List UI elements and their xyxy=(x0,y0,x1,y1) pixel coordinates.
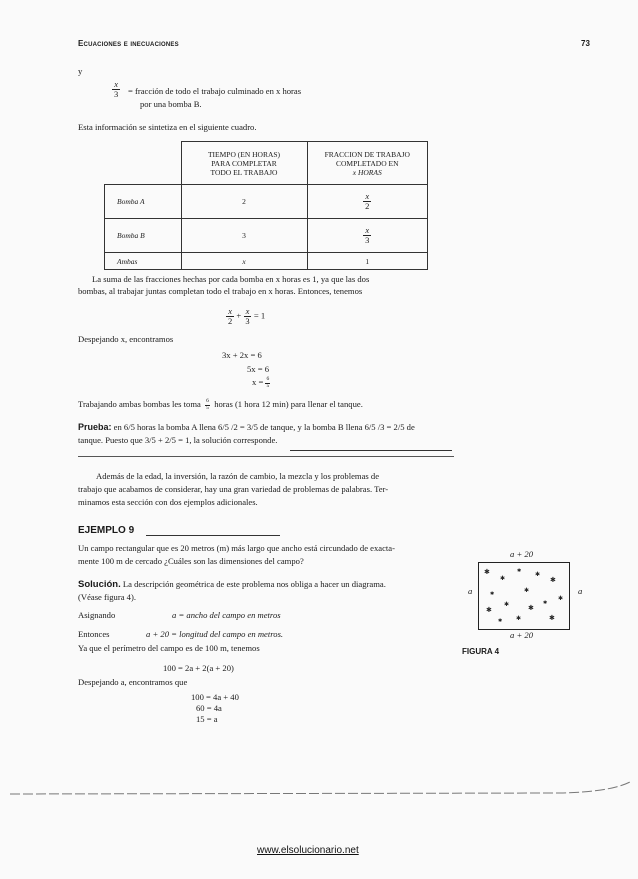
grass-mark: ✱ xyxy=(558,596,564,602)
figure-right-label: a xyxy=(578,586,583,596)
row-time: x xyxy=(181,253,307,270)
table-row xyxy=(105,219,428,253)
row-fraction: $\frac{x}{2}$ xyxy=(307,185,428,219)
perimetro-line: Ya que el perímetro del campo es de 100 m, tenemos xyxy=(78,643,260,653)
solucion-line-1: Solución. La descripción geométrica de este problema nos obliga a hacer un diagrama. xyxy=(78,579,386,590)
grass-mark: ✱ xyxy=(484,568,490,576)
grass-mark: ✱ xyxy=(498,619,503,624)
solve-step-3: x = $\frac{6}{5}$ xyxy=(252,376,270,389)
perimetro-eq: 100 = 2a + 2(a + 20) xyxy=(163,663,234,673)
table-row xyxy=(105,253,428,270)
intro-line-2: por una bomba B. xyxy=(140,99,202,109)
figure-caption: FIGURA 4 xyxy=(462,647,500,656)
final-step-3: 15 = a xyxy=(196,714,218,724)
para1-line-2: bombas, al trabajar juntas completan todo el trabajo en x horas. Entonces, tenemos xyxy=(78,286,363,296)
solve-step-1: 3x + 2x = 6 xyxy=(222,350,262,360)
grass-mark: ✱ xyxy=(486,606,492,614)
para2-line-2: trabajo que acabamos de considerar, hay una gran variedad de problemas de palabras. Ter- xyxy=(78,484,389,494)
running-header: Ecuaciones e inecuaciones xyxy=(78,39,179,48)
despejando-2: Despejando a, encontramos que xyxy=(78,677,188,687)
section-divider xyxy=(78,456,454,457)
prueba-underline xyxy=(290,450,452,451)
asignando-label: Asignando xyxy=(78,610,116,620)
figure-top-label: a + 20 xyxy=(510,549,533,559)
example-line-2: mente 100 m de cercado ¿Cuáles son las dimensiones del campo? xyxy=(78,556,304,566)
solucion-line-2: (Véase figura 4). xyxy=(78,592,136,602)
page-edge-line xyxy=(0,780,638,800)
para2-line-1: Además de la edad, la inversión, la razón de cambio, la mezcla y los problemas de xyxy=(96,471,380,481)
page-number: 73 xyxy=(581,39,590,48)
row-time: 3 xyxy=(181,219,307,253)
final-step-2: 60 = 4a xyxy=(196,703,222,713)
row-time: 2 xyxy=(181,185,307,219)
grass-mark: ✱ xyxy=(535,572,541,578)
equation-sum: $\frac{x}{2}$ + $\frac{x}{3}$ = 1 xyxy=(228,306,266,326)
table-header-fraction: FRACCION DE TRABAJO COMPLETADO EN x HORAS xyxy=(307,142,428,185)
final-step-1: 100 = 4a + 40 xyxy=(191,692,239,702)
grass-mark: ✱ xyxy=(528,604,534,612)
solve-step-2: 5x = 6 xyxy=(247,364,270,374)
grass-mark: ✱ xyxy=(549,614,555,622)
entonces-label: Entonces xyxy=(78,629,110,639)
grass-mark: ✱ xyxy=(504,602,510,608)
intro-summary: Esta información se sintetiza en el siguiente cuadro. xyxy=(78,122,257,132)
grass-mark: ✱ xyxy=(500,576,506,582)
table-corner xyxy=(105,142,182,185)
para2-line-3: minamos esta sección con dos ejemplos adicionales. xyxy=(78,497,258,507)
row-fraction: $\frac{x}{3}$ xyxy=(307,219,428,253)
figure-bottom-label: a + 20 xyxy=(510,630,533,640)
grass-marks xyxy=(484,568,563,624)
grass-mark: ✱ xyxy=(517,569,522,574)
grass-mark: ✱ xyxy=(550,576,556,584)
grass-mark: ✱ xyxy=(490,592,495,597)
example-title-rule xyxy=(146,535,280,536)
prueba-line-2: tanque. Puesto que 3/5 + 2/5 = 1, la solución corresponde. xyxy=(78,435,278,445)
asignando-eq: a = ancho del campo en metros xyxy=(172,610,281,620)
intro-y: y xyxy=(78,66,83,76)
grass-mark: ✱ xyxy=(543,601,548,606)
row-label: Ambas xyxy=(105,253,182,270)
example-line-1: Un campo rectangular que es 20 metros (m) más largo que ancho está circundado de exacta- xyxy=(78,543,395,553)
trabajando-line: Trabajando ambas bombas les toma $\frac{6}{5}$ horas (1 hora 12 min) para llenar el tanque. xyxy=(78,398,363,411)
grass-mark: ✱ xyxy=(524,588,530,594)
intro-line-1: = fracción de todo el trabajo culminado en x horas xyxy=(128,86,302,96)
work-table xyxy=(104,141,428,270)
table-row xyxy=(105,185,428,219)
field-diagram xyxy=(478,562,570,630)
intro-fraction: $\frac{x}{3}$ xyxy=(114,79,119,99)
despejando-1: Despejando x, encontramos xyxy=(78,334,174,344)
table-header-time: TIEMPO (EN HORAS) PARA COMPLETAR TODO EL TRABAJO xyxy=(181,142,307,185)
prueba-line-1: Prueba: en 6/5 horas la bomba A llena 6/5 /2 = 3/5 de tanque, y la bomba B llena 6/5 /3 = 2/5 de xyxy=(78,422,415,432)
figure-left-label: a xyxy=(468,586,473,596)
row-fraction: 1 xyxy=(307,253,428,270)
entonces-eq: a + 20 = longitud del campo en metros. xyxy=(146,629,284,639)
row-label: Bomba A xyxy=(105,185,182,219)
grass-mark: ✱ xyxy=(516,616,522,622)
example-title: EJEMPLO 9 xyxy=(78,525,135,536)
row-label: Bomba B xyxy=(105,219,182,253)
para1-line-1: La suma de las fracciones hechas por cada bomba en x horas es 1, ya que las dos xyxy=(92,274,370,284)
footer-url[interactable]: www.elsolucionario.net xyxy=(257,845,359,856)
